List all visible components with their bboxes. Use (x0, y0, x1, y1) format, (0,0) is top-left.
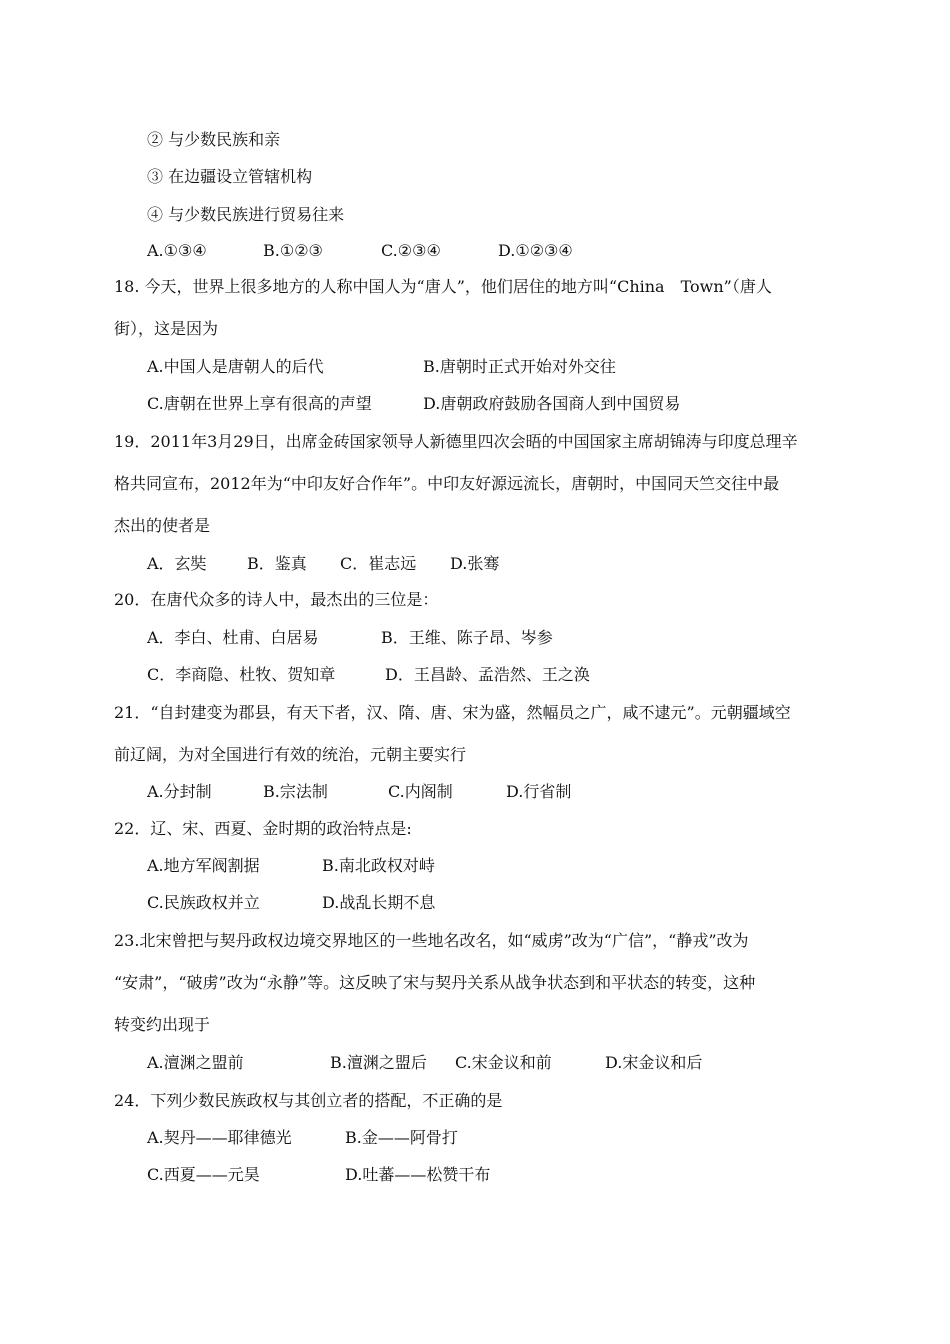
q17-option-c: C.②③④ (381, 241, 441, 260)
q17-option-b: B.①②③ (263, 241, 323, 260)
q21-option-b: B.宗法制 (263, 782, 328, 801)
q20-option-b: B．王维、陈子昂、岑参 (381, 628, 553, 647)
q23-option-a: A.澶渊之盟前 (147, 1053, 244, 1072)
q18-option-c: C.唐朝在世界上享有很高的声望 (147, 394, 372, 413)
q20-option-c: C．李商隐、杜牧、贺知章 (147, 665, 336, 684)
q22-option-d: D.战乱长期不息 (322, 893, 436, 912)
q19-stem-line3: 杰出的使者是 (114, 516, 211, 535)
q24-option-a: A.契丹——耶律德光 (147, 1128, 292, 1147)
q19-option-c: C．崔志远 (340, 554, 417, 573)
q24-option-c: C.西夏——元昊 (147, 1165, 260, 1184)
q23-option-d: D.宋金议和后 (605, 1053, 703, 1072)
q19-stem-line2: 格共同宣布，2012年为“中印友好合作年”。中印友好源远流长，唐朝时，中国同天竺交往中最 (114, 474, 780, 493)
q21-option-c: C.内阁制 (388, 782, 453, 801)
q23-stem-line1: 23.北宋曾把与契丹政权边境交界地区的一些地名改名，如“威虏”改为“广信”，“静戎”改为 (114, 931, 749, 950)
q24-stem: 24．下列少数民族政权与其创立者的搭配，不正确的是 (114, 1091, 503, 1110)
q23-stem-line3: 转变约出现于 (114, 1015, 211, 1034)
q19-option-a: A．玄奘 (147, 554, 207, 573)
q21-option-d: D.行省制 (506, 782, 572, 801)
q18-option-d: D.唐朝政府鼓励各国商人到中国贸易 (423, 394, 681, 413)
q18-stem-line1: 18. 今天，世界上很多地方的人称中国人为“唐人”，他们居住的地方叫“China Town”（唐人 (114, 277, 772, 296)
q22-option-b: B.南北政权对峙 (322, 856, 435, 875)
q23-option-b: B.澶渊之盟后 (330, 1053, 427, 1072)
q18-stem-line2: 街），这是因为 (114, 319, 219, 338)
q23-stem-line2: “安肃”，“破虏”改为“永静”等。这反映了宋与契丹关系从战争状态到和平状态的转变，这种 (114, 973, 756, 992)
q24-option-d: D.吐蕃——松赞干布 (345, 1165, 491, 1184)
q19-option-d: D.张骞 (450, 554, 500, 573)
q21-stem-line1: 21．“自封建变为郡县，有天下者，汉、隋、唐、宋为盛，然幅员之广，咸不逮元”。元朝疆域空 (114, 703, 791, 722)
q21-stem-line2: 前辽阔，为对全国进行有效的统治，元朝主要实行 (114, 745, 467, 764)
q24-option-b: B.金——阿骨打 (345, 1128, 458, 1147)
q17-option-a: A.①③④ (147, 241, 207, 260)
q17-item-2: ② 与少数民族和亲 (147, 130, 281, 149)
q18-option-b: B.唐朝时正式开始对外交往 (423, 357, 616, 376)
q18-option-a: A.中国人是唐朝人的后代 (147, 357, 324, 376)
q19-stem-line1: 19．2011年3月29日，出席金砖国家领导人新德里四次会晤的中国国家主席胡锦涛与印度总理辛 (114, 432, 798, 451)
q22-option-c: C.民族政权并立 (147, 893, 260, 912)
q17-item-4: ④ 与少数民族进行贸易往来 (147, 205, 345, 224)
q20-stem: 20．在唐代众多的诗人中，最杰出的三位是： (114, 590, 439, 609)
q22-option-a: A.地方军阀割据 (147, 856, 260, 875)
q21-option-a: A.分封制 (147, 782, 212, 801)
q19-option-b: B．鉴真 (247, 554, 307, 573)
q22-stem: 22．辽、宋、西夏、金时期的政治特点是: (114, 819, 412, 838)
q23-option-c: C.宋金议和前 (455, 1053, 552, 1072)
q17-option-d: D.①②③④ (498, 241, 573, 260)
q20-option-a: A．李白、杜甫、白居易 (147, 628, 319, 647)
q20-option-d: D．王昌龄、孟浩然、王之涣 (385, 665, 590, 684)
q17-item-3: ③ 在边疆设立管辖机构 (147, 167, 313, 186)
